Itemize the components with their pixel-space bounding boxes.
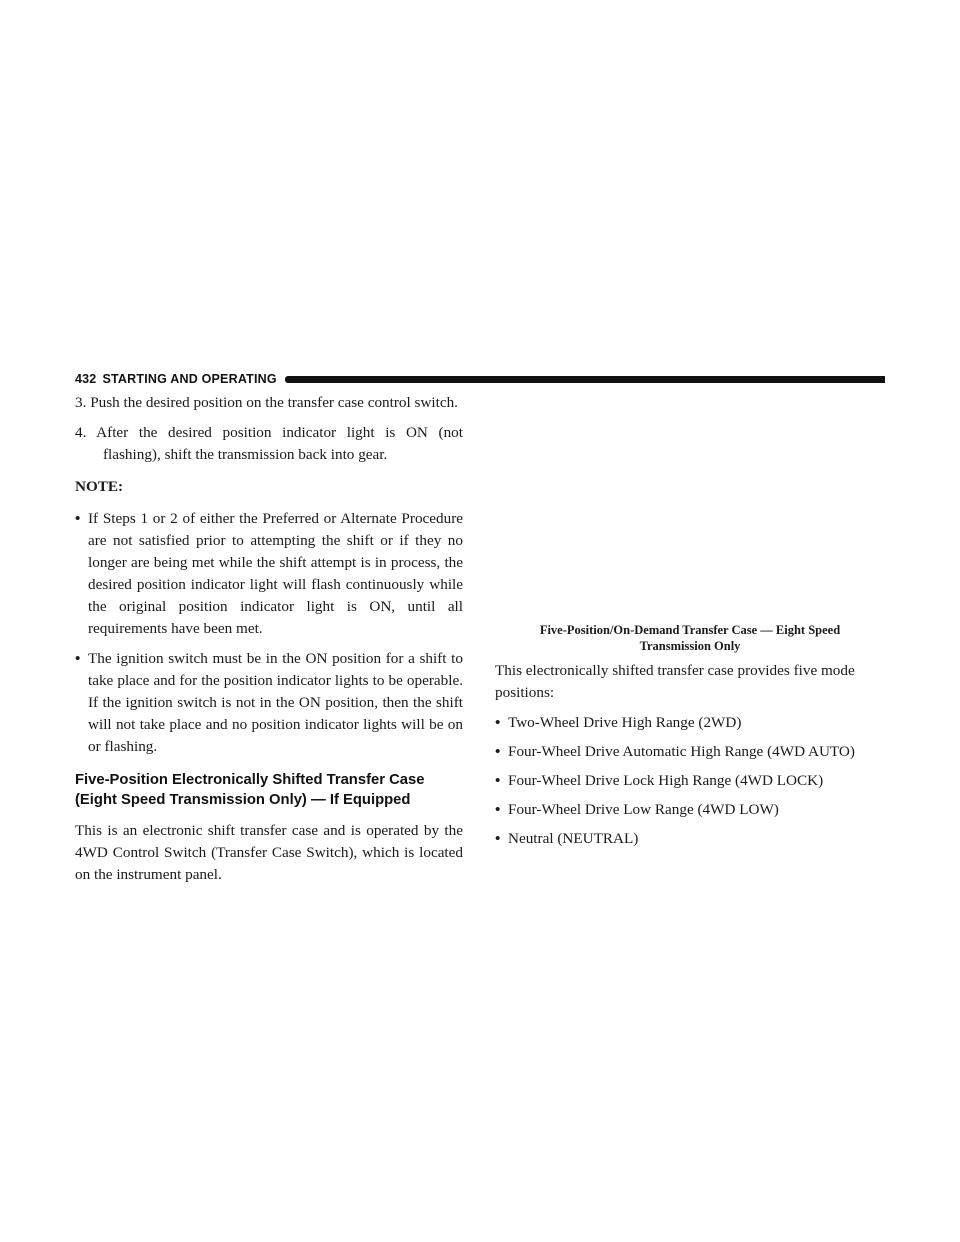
note-bullet-text: If Steps 1 or 2 of either the Preferred or Alternate Procedure are not satisfied prior to attempting the shift or if they no longer are being met while the shift attempt is in process, the desired position indicator light will flash continuously while the original position indicator light is ON, until all requirements have been met.: [88, 510, 463, 637]
note-bullet: [75, 648, 463, 758]
section-title: STARTING AND OPERATING: [102, 372, 277, 386]
right-column: [495, 622, 885, 857]
position-label: Four-Wheel Drive Lock High Range (4WD LOCK): [508, 772, 824, 789]
figure-caption: Five-Position/On-Demand Transfer Case — Eight Speed Transmission Only: [539, 623, 841, 653]
left-column: [75, 392, 463, 886]
bullet-icon: •: [495, 714, 501, 731]
position-label: Two-Wheel Drive High Range (2WD): [508, 714, 742, 731]
step-3: 3. Push the desired position on the transfer case control switch.: [75, 394, 458, 411]
bullet-icon: •: [75, 510, 81, 527]
bullet-icon: •: [495, 772, 501, 789]
note-bullet-text: The ignition switch must be in the ON position for a shift to take place and for the position indicator lights to be operable. If the ignition switch is not in the ON position, then the shift will not take place and no position indicator lights will be on or flashing.: [88, 650, 463, 755]
page-header: [75, 371, 885, 387]
position-label: Four-Wheel Drive Automatic High Range (4WD AUTO): [508, 743, 855, 760]
note-heading: NOTE:: [75, 478, 124, 495]
bullet-icon: •: [75, 650, 81, 667]
body-paragraph: This is an electronic shift transfer case and is operated by the 4WD Control Switch (Transfer Case Switch), which is located on the instrument panel.: [75, 822, 463, 883]
position-label: Four-Wheel Drive Low Range (4WD LOW): [508, 801, 779, 818]
position-label: Neutral (NEUTRAL): [508, 830, 639, 847]
bullet-icon: •: [495, 830, 501, 847]
mode-positions-list: [495, 712, 885, 850]
header-rule: [285, 376, 885, 383]
bullet-icon: •: [495, 743, 501, 760]
note-bullet: [75, 508, 463, 640]
list-item: [495, 799, 885, 821]
page-number: 432: [75, 372, 97, 386]
step-4: 4. After the desired position indicator light is ON (not flashing), shift the transmission back into gear.: [75, 424, 463, 463]
list-item: [495, 741, 885, 763]
section-subheading: Five-Position Electronically Shifted Transfer Case (Eight Speed Transmission Only) — If Equipped: [75, 772, 425, 808]
list-item: [495, 828, 885, 850]
list-item: [495, 770, 885, 792]
intro-paragraph: This electronically shifted transfer case provides five mode positions:: [495, 662, 855, 701]
bullet-icon: •: [495, 801, 501, 818]
list-item: [495, 712, 885, 734]
